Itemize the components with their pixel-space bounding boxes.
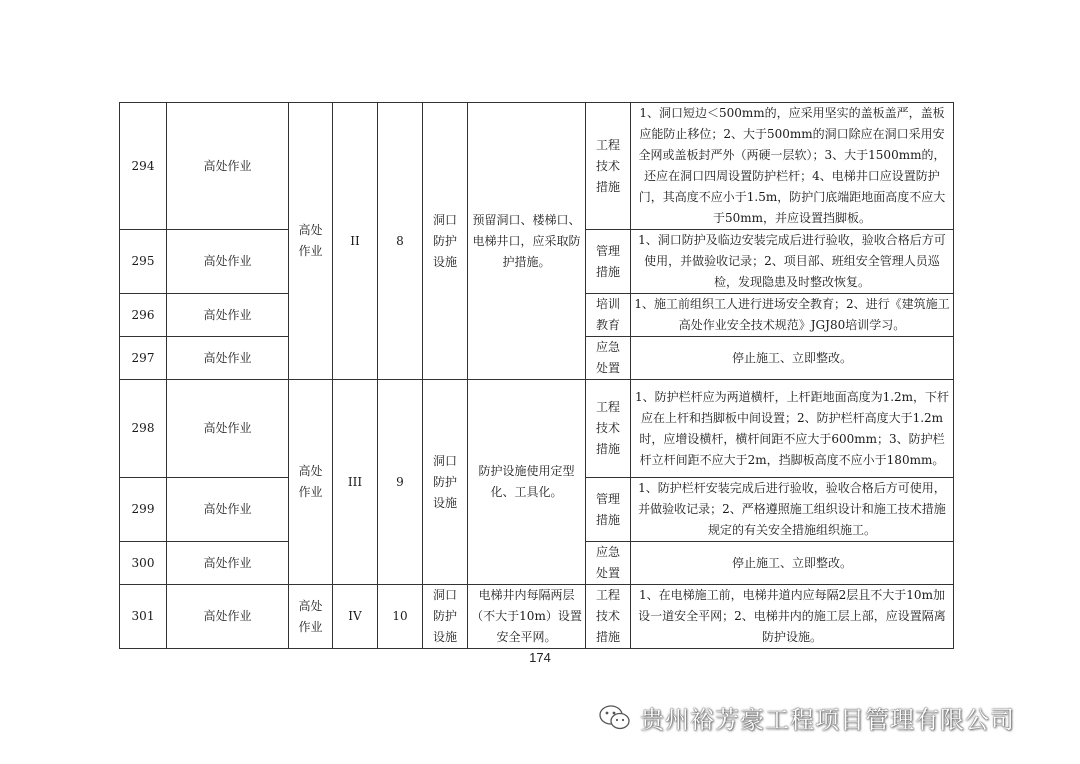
row-number: 298 — [120, 380, 167, 478]
row-number: 294 — [120, 103, 167, 230]
measure-text: 停止施工、立即整改。 — [631, 337, 954, 380]
page-number: 174 — [529, 650, 551, 665]
group-level: II — [333, 103, 378, 380]
wechat-icon — [598, 704, 632, 732]
row-item: 高处作业 — [167, 478, 289, 542]
table-row — [120, 380, 954, 478]
group-hazard: 洞口防护设施 — [423, 380, 468, 585]
row-number: 300 — [120, 542, 167, 585]
measure-type: 工程技术措施 — [586, 585, 631, 649]
group-description: 电梯井内每隔两层（不大于10m）设置安全平网。 — [468, 585, 586, 649]
row-item: 高处作业 — [167, 585, 289, 649]
measure-type: 管理措施 — [586, 230, 631, 294]
measure-type: 工程技术措施 — [586, 103, 631, 230]
group-level: IV — [333, 585, 378, 649]
measure-type: 应急处置 — [586, 337, 631, 380]
measure-type: 培训教育 — [586, 294, 631, 337]
row-item: 高处作业 — [167, 380, 289, 478]
group-seq: 8 — [378, 103, 423, 380]
row-number: 295 — [120, 230, 167, 294]
group-hazard: 洞口防护设施 — [423, 103, 468, 380]
watermark — [598, 700, 1015, 735]
group-seq: 10 — [378, 585, 423, 649]
row-number: 301 — [120, 585, 167, 649]
group-level: III — [333, 380, 378, 585]
group-hazard: 洞口防护设施 — [423, 585, 468, 649]
row-number: 297 — [120, 337, 167, 380]
group-description: 预留洞口、楼梯口、电梯井口，应采取防护措施。 — [468, 103, 586, 380]
group-seq: 9 — [378, 380, 423, 585]
group-category: 高处作业 — [289, 585, 333, 649]
measure-text: 停止施工、立即整改。 — [631, 542, 954, 585]
row-number: 296 — [120, 294, 167, 337]
measure-text: 1、防护栏杆安装完成后进行验收，验收合格后方可使用，并做验收记录；2、严格遵照施工组织设计和施工技术措施规定的有关安全措施组织施工。 — [631, 478, 954, 542]
measure-text: 1、洞口短边＜500mm的，应采用坚实的盖板盖严，盖板应能防止移位；2、大于500mm的洞口除应在洞口采用安全网或盖板封严外（两硬一层软）；3、大于1500mm的，还应在洞口四周设置防护栏杆；4、电梯井口应设置防护门，其高度不应小于1.5m，防护门底端距地面高度不应大于50mm，并应设置挡脚板。 — [631, 103, 954, 230]
row-item: 高处作业 — [167, 103, 289, 230]
row-item: 高处作业 — [167, 230, 289, 294]
table-row — [120, 103, 954, 230]
table-row — [120, 585, 954, 649]
group-description: 防护设施使用定型化、工具化。 — [468, 380, 586, 585]
row-item: 高处作业 — [167, 337, 289, 380]
measure-type: 管理措施 — [586, 478, 631, 542]
measure-type: 工程技术措施 — [586, 380, 631, 478]
measure-text: 1、防护栏杆应为两道横杆，上杆距地面高度为1.2m，下杆应在上杆和挡脚板中间设置；2、防护栏杆高度大于1.2m时，应增设横杆，横杆间距不应大于600mm；3、防护栏杆立杆间距不应大于2m，挡脚板高度不应小于180mm。 — [631, 380, 954, 478]
row-item: 高处作业 — [167, 294, 289, 337]
measure-text: 1、施工前组织工人进行进场安全教育；2、进行《建筑施工高处作业安全技术规范》JGJ80培训学习。 — [631, 294, 954, 337]
row-number: 299 — [120, 478, 167, 542]
group-category: 高处作业 — [289, 103, 333, 380]
safety-measures-table — [119, 102, 954, 649]
watermark-text: 贵州裕芳豪工程项目管理有限公司 — [640, 706, 1015, 734]
measure-type: 应急处置 — [586, 542, 631, 585]
measure-text: 1、在电梯施工前，电梯井道内应每隔2层且不大于10m加设一道安全平网；2、电梯井内的施工层上部，应设置隔离防护设施。 — [631, 585, 954, 649]
measure-text: 1、洞口防护及临边安装完成后进行验收，验收合格后方可使用，并做验收记录；2、项目部、班组安全管理人员巡检，发现隐患及时整改恢复。 — [631, 230, 954, 294]
group-category: 高处作业 — [289, 380, 333, 585]
row-item: 高处作业 — [167, 542, 289, 585]
